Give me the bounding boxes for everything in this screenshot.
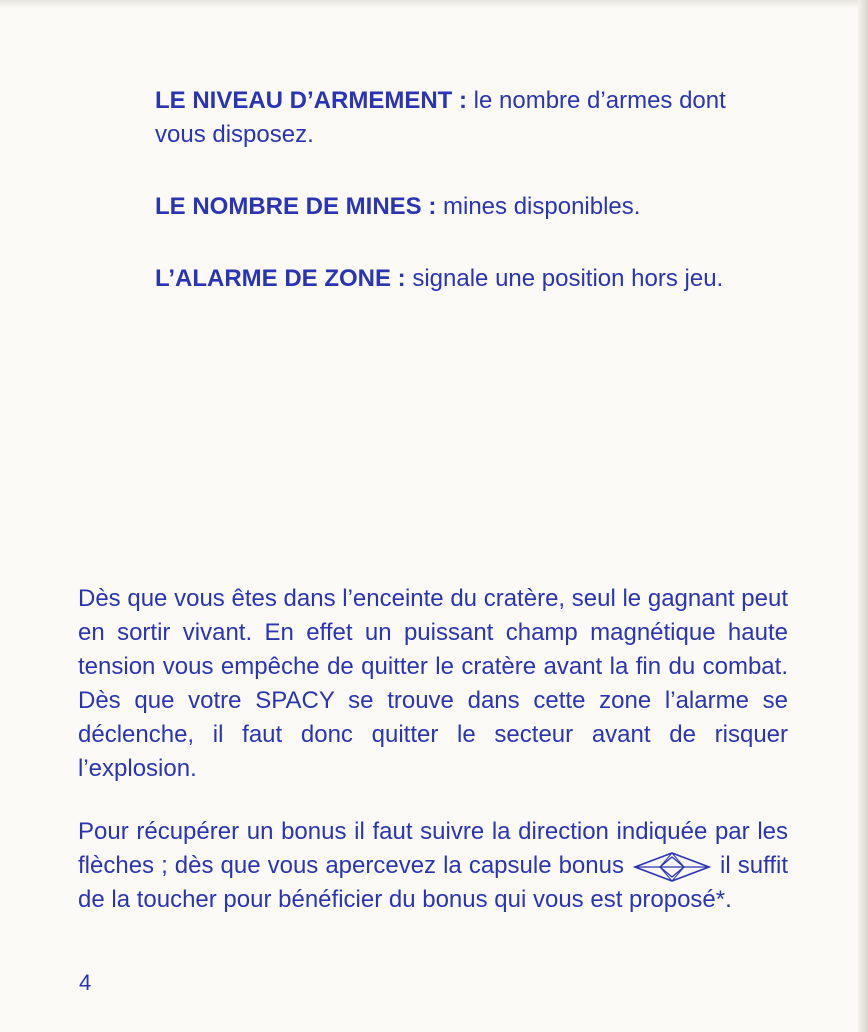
definition-zone-alarm (155, 262, 755, 296)
definition-term: L’ALARME DE ZONE : (155, 265, 406, 292)
page-top-shadow (0, 0, 868, 8)
definition-text: mines disponibles. (436, 193, 641, 220)
definition-mine-count (155, 190, 755, 224)
paragraph-crater: Dès que vous êtes dans l’enceinte du cratère, seul le gagnant peut en sortir vivant. En effet un puissant champ magnétique haute tension vous empêche de quitter le cratère avant la fin du combat. Dès que votre SPACY se trouve dans cette zone l’alarme se déclenche, il faut donc quitter le secteur avant de risquer l’explosion. (78, 585, 788, 782)
page-number: 4 (79, 970, 92, 995)
paragraph-bonus (78, 815, 788, 917)
definition-term: LE NIVEAU D’ARMEMENT : (155, 87, 467, 114)
definition-text: signale une position hors jeu. (405, 265, 724, 292)
page-edge-shadow (858, 0, 868, 1032)
definition-text: le nombre d’armes dont vous disposez. (155, 87, 726, 148)
definition-weapon-level (155, 84, 755, 152)
paragraph-bonus-text-before: Pour récupérer un bonus il faut suivre la direction indiquée par les flèches ; dès que vous apercevez la capsule bonus (78, 818, 788, 879)
capsule-bonus-icon (633, 852, 711, 882)
paragraph-bonus-text-after: il suffit de la toucher pour bénéficier du bonus qui vous est proposé*. (78, 852, 789, 913)
definition-term: LE NOMBRE DE MINES : (155, 193, 437, 220)
